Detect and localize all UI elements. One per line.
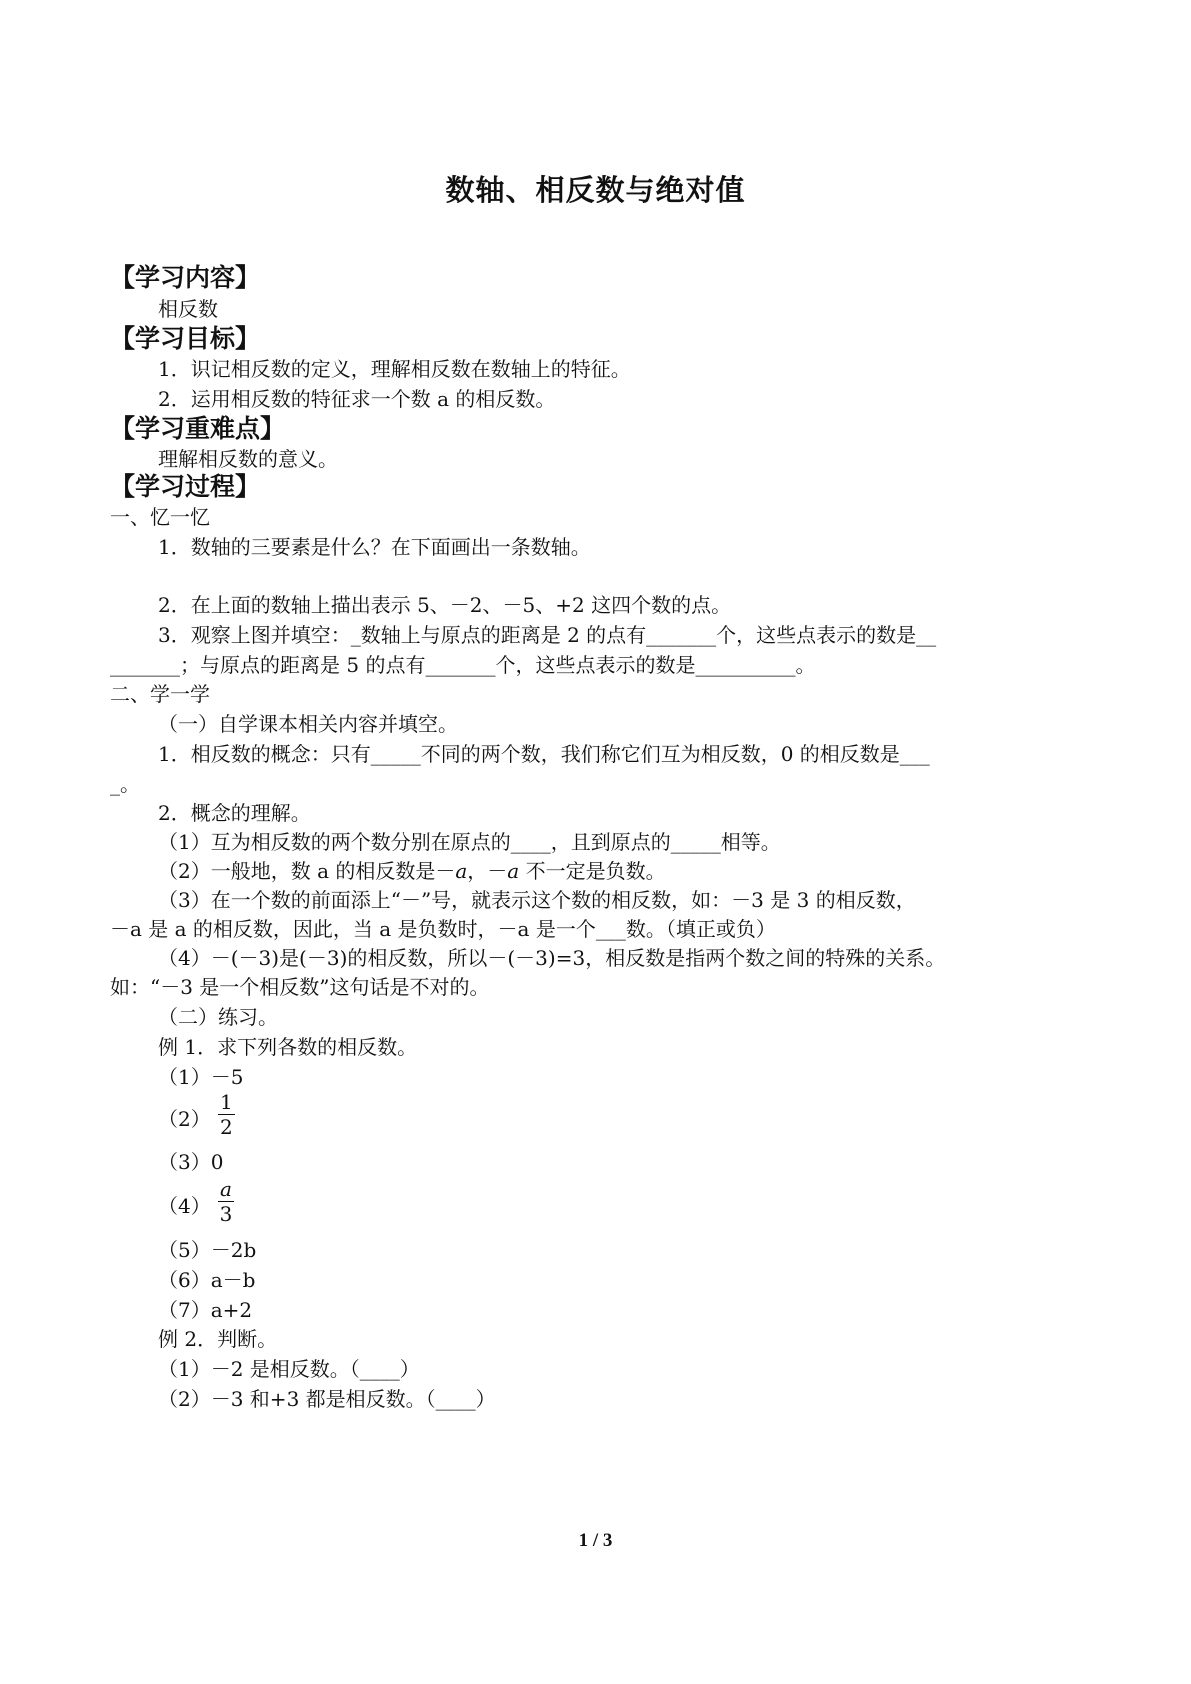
understanding-title: 2．概念的理解。 bbox=[158, 801, 311, 825]
example-2-title: 例 2．判断。 bbox=[158, 1327, 278, 1351]
part1-question-3-line-1: 3．观察上图并填空：_数轴上与原点的距离是 2 的点有_______个，这些点表示的数是__ bbox=[158, 623, 937, 647]
example-1-item-4-label: （4） bbox=[158, 1194, 211, 1218]
example-2-item-1: （1）－2 是相反数。（____） bbox=[158, 1357, 420, 1381]
goal-1: 1．识记相反数的定义，理解相反数在数轴上的特征。 bbox=[158, 357, 631, 381]
fraction-a-over-three bbox=[218, 1177, 234, 1226]
example-1-item-1: （1）－5 bbox=[158, 1065, 244, 1089]
example-1-item-6: （6）a－b bbox=[158, 1268, 256, 1292]
understanding-2: （2）一般地，数 a 的相反数是－𝑎，－𝑎 不一定是负数。 bbox=[158, 859, 666, 883]
example-1-item-3: （3）0 bbox=[158, 1150, 224, 1174]
understanding-4-line-1: （4）－(－3)是(－3)的相反数，所以－(－3)=3，相反数是指两个数之间的特殊的关系。 bbox=[158, 946, 946, 970]
example-1-item-7: （7）a+2 bbox=[158, 1298, 253, 1322]
part1-heading: 一、忆一忆 bbox=[110, 505, 210, 529]
example-1-title: 例 1．求下列各数的相反数。 bbox=[158, 1035, 418, 1059]
goal-2: 2．运用相反数的特征求一个数 a 的相反数。 bbox=[158, 387, 556, 411]
content-heading: 【学习内容】 bbox=[110, 263, 261, 292]
difficulty-body: 理解相反数的意义。 bbox=[158, 447, 338, 471]
example-1-item-5: （5）－2b bbox=[158, 1238, 257, 1262]
difficulty-heading: 【学习重难点】 bbox=[110, 414, 286, 443]
page-number: 1 / 3 bbox=[578, 1530, 613, 1551]
understanding-1: （1）互为相反数的两个数分别在原点的____，且到原点的_____相等。 bbox=[158, 830, 781, 854]
example-1-item-2-label: （2） bbox=[158, 1107, 211, 1131]
page-title: 数轴、相反数与绝对值 bbox=[445, 173, 746, 207]
understanding-4-line-2: 如：“－3 是一个相反数”这句话是不对的。 bbox=[110, 975, 490, 999]
fraction-one-half bbox=[218, 1090, 235, 1139]
part1-question-2: 2．在上面的数轴上描出表示 5、－2、－5、+2 这四个数的点。 bbox=[158, 593, 732, 617]
part2-sub-2: （二）练习。 bbox=[158, 1005, 278, 1029]
fraction-denominator: 3 bbox=[219, 1202, 233, 1226]
concept-line-2: _。 bbox=[110, 772, 140, 796]
part2-heading: 二、学一学 bbox=[110, 682, 210, 706]
part2-sub-1: （一）自学课本相关内容并填空。 bbox=[158, 712, 458, 736]
understanding-3-line-1: （3）在一个数的前面添上“－”号，就表示这个数的相反数，如：－3 是 3 的相反数， bbox=[158, 888, 916, 912]
fraction-numerator: 1 bbox=[220, 1090, 233, 1114]
part1-question-3-line-2: _______；与原点的距离是 5 的点有_______个，这些点表示的数是__________。 bbox=[110, 653, 816, 677]
process-heading: 【学习过程】 bbox=[110, 472, 261, 501]
fraction-denominator: 2 bbox=[220, 1115, 233, 1139]
concept-line-1: 1．相反数的概念：只有_____不同的两个数，我们称它们互为相反数，0 的相反数是___ bbox=[158, 742, 930, 766]
goals-heading: 【学习目标】 bbox=[110, 324, 261, 353]
content-body: 相反数 bbox=[158, 297, 218, 321]
fraction-numerator: a bbox=[220, 1177, 232, 1201]
part1-question-1: 1．数轴的三要素是什么？在下面画出一条数轴。 bbox=[158, 535, 591, 559]
understanding-3-line-2: －a 是 a 的相反数，因此，当 a 是负数时，－a 是一个___数。（填正或负） bbox=[110, 917, 776, 941]
example-2-item-2: （2）－3 和+3 都是相反数。（____） bbox=[158, 1387, 496, 1411]
